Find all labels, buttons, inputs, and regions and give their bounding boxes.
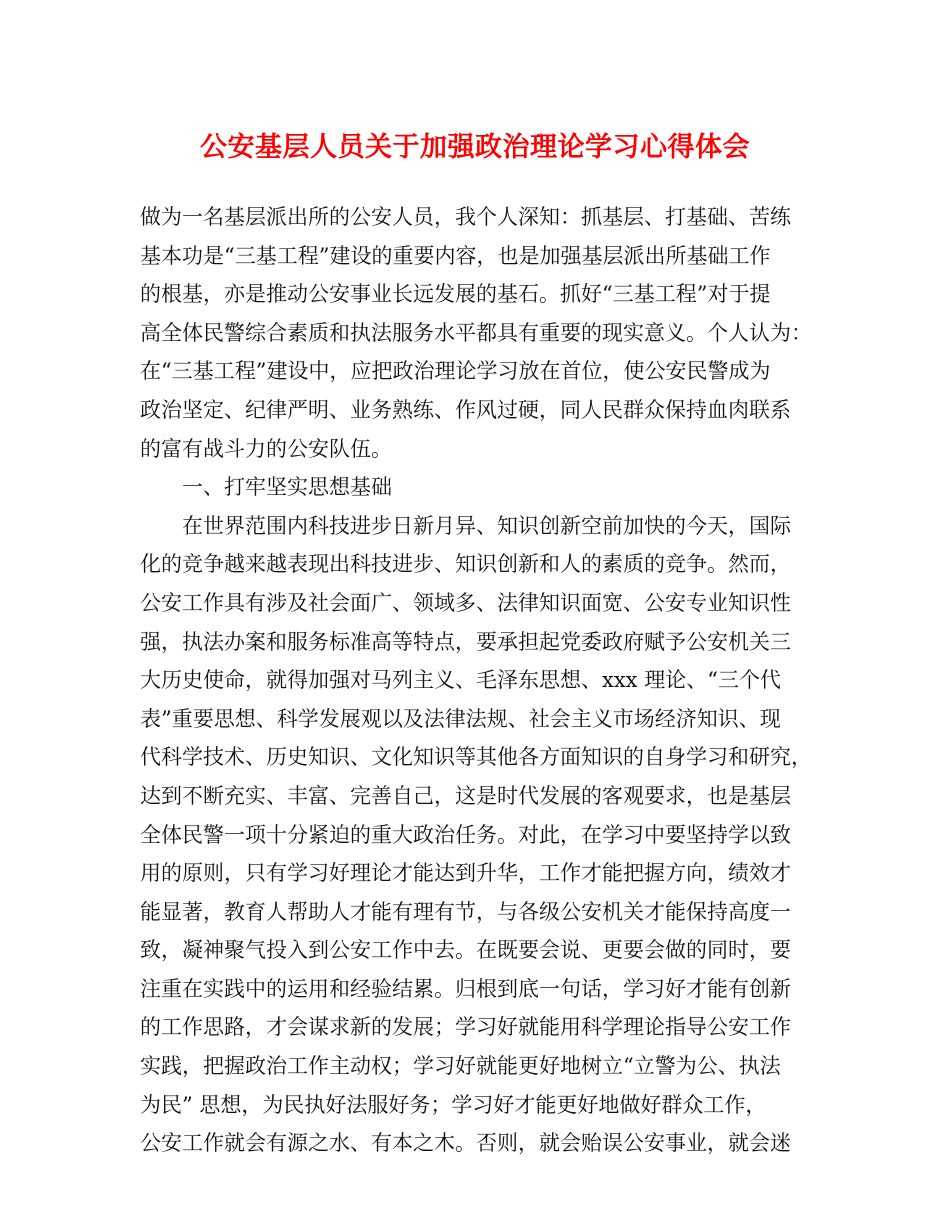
text-line: 致，凝神聚气投入到公安工作中去。在既要会说、更要会做的同时，要: [140, 938, 791, 963]
text-line: 化的竞争越来越表现出科技进步、知识创新和人的素质的竞争。然而，: [140, 552, 791, 577]
text-line: 表”重要思想、科学发展观以及法律法规、社会主义市场经济知识、现: [140, 706, 781, 731]
text-line: 在“三基工程”建设中，应把政治理论学习放在首位，使公安民警成为: [140, 359, 771, 384]
text-line: 的富有战斗力的公安队伍。: [140, 436, 392, 461]
text-line: 达到不断充实、丰富、完善自己，这是时代发展的客观要求，也是基层: [140, 783, 791, 808]
text-line: 公安工作具有涉及社会面广、领域多、法律知识面宽、公安专业知识性: [140, 590, 791, 615]
text-line: 代科学技术、历史知识、文化知识等其他各方面知识的自身学习和研究，: [140, 745, 812, 770]
text-line: 用的原则，只有学习好理论才能达到升华，工作才能把握方向，绩效才: [140, 861, 791, 886]
text-line: 能显著，教育人帮助人才能有理有节，与各级公安机关才能保持高度一: [140, 899, 791, 924]
paragraph: [140, 507, 820, 1163]
paragraph: [140, 198, 820, 468]
text-line: 政治坚定、纪律严明、业务熟练、作风过硬，同人民群众保持血肉联系: [140, 397, 791, 422]
text-line: 实践，把握政治工作主动权；学习好就能更好地树立“立警为公、执法: [140, 1054, 781, 1079]
text-line: 基本功是“三基工程”建设的重要内容，也是加强基层派出所基础工作: [140, 243, 771, 268]
text-line: 为民” 思想，为民执好法服好务；学习好才能更好地做好群众工作，: [140, 1092, 767, 1117]
text-line: 做为一名基层派出所的公安人员，我个人深知：抓基层、打基础、苦练: [140, 205, 791, 229]
text-line: 一、打牢坚实思想基础: [182, 475, 392, 500]
text-line: 在世界范围内科技进步日新月异、知识创新空前加快的今天，国际: [182, 513, 791, 538]
paragraph: [140, 468, 820, 507]
document-body: [140, 198, 820, 1163]
text-line: 注重在实践中的运用和经验结累。归根到底一句话，学习好才能有创新: [140, 976, 791, 1001]
document-title: 公安基层人员关于加强政治理论学习心得体会: [200, 132, 750, 163]
text-line: 的工作思路，才会谋求新的发展；学习好就能用科学理论指导公安工作: [140, 1015, 791, 1040]
text-line: 全体民警一项十分紧迫的重大政治任务。对此，在学习中要坚持学以致: [140, 822, 791, 847]
text-line: 大历史使命，就得加强对马列主义、毛泽东思想、xxx 理论、“三个代: [140, 668, 781, 693]
text-line: 的根基，亦是推动公安事业长远发展的基石。抓好“三基工程”对于提: [140, 282, 771, 307]
text-line: 高全体民警综合素质和执法服务水平都具有重要的现实意义。个人认为：: [140, 320, 812, 345]
text-line: 强，执法办案和服务标准高等特点，要承担起党委政府赋予公安机关三: [140, 629, 791, 654]
text-line: 公安工作就会有源之水、有本之木。否则，就会贻误公安事业，就会迷: [140, 1131, 791, 1156]
